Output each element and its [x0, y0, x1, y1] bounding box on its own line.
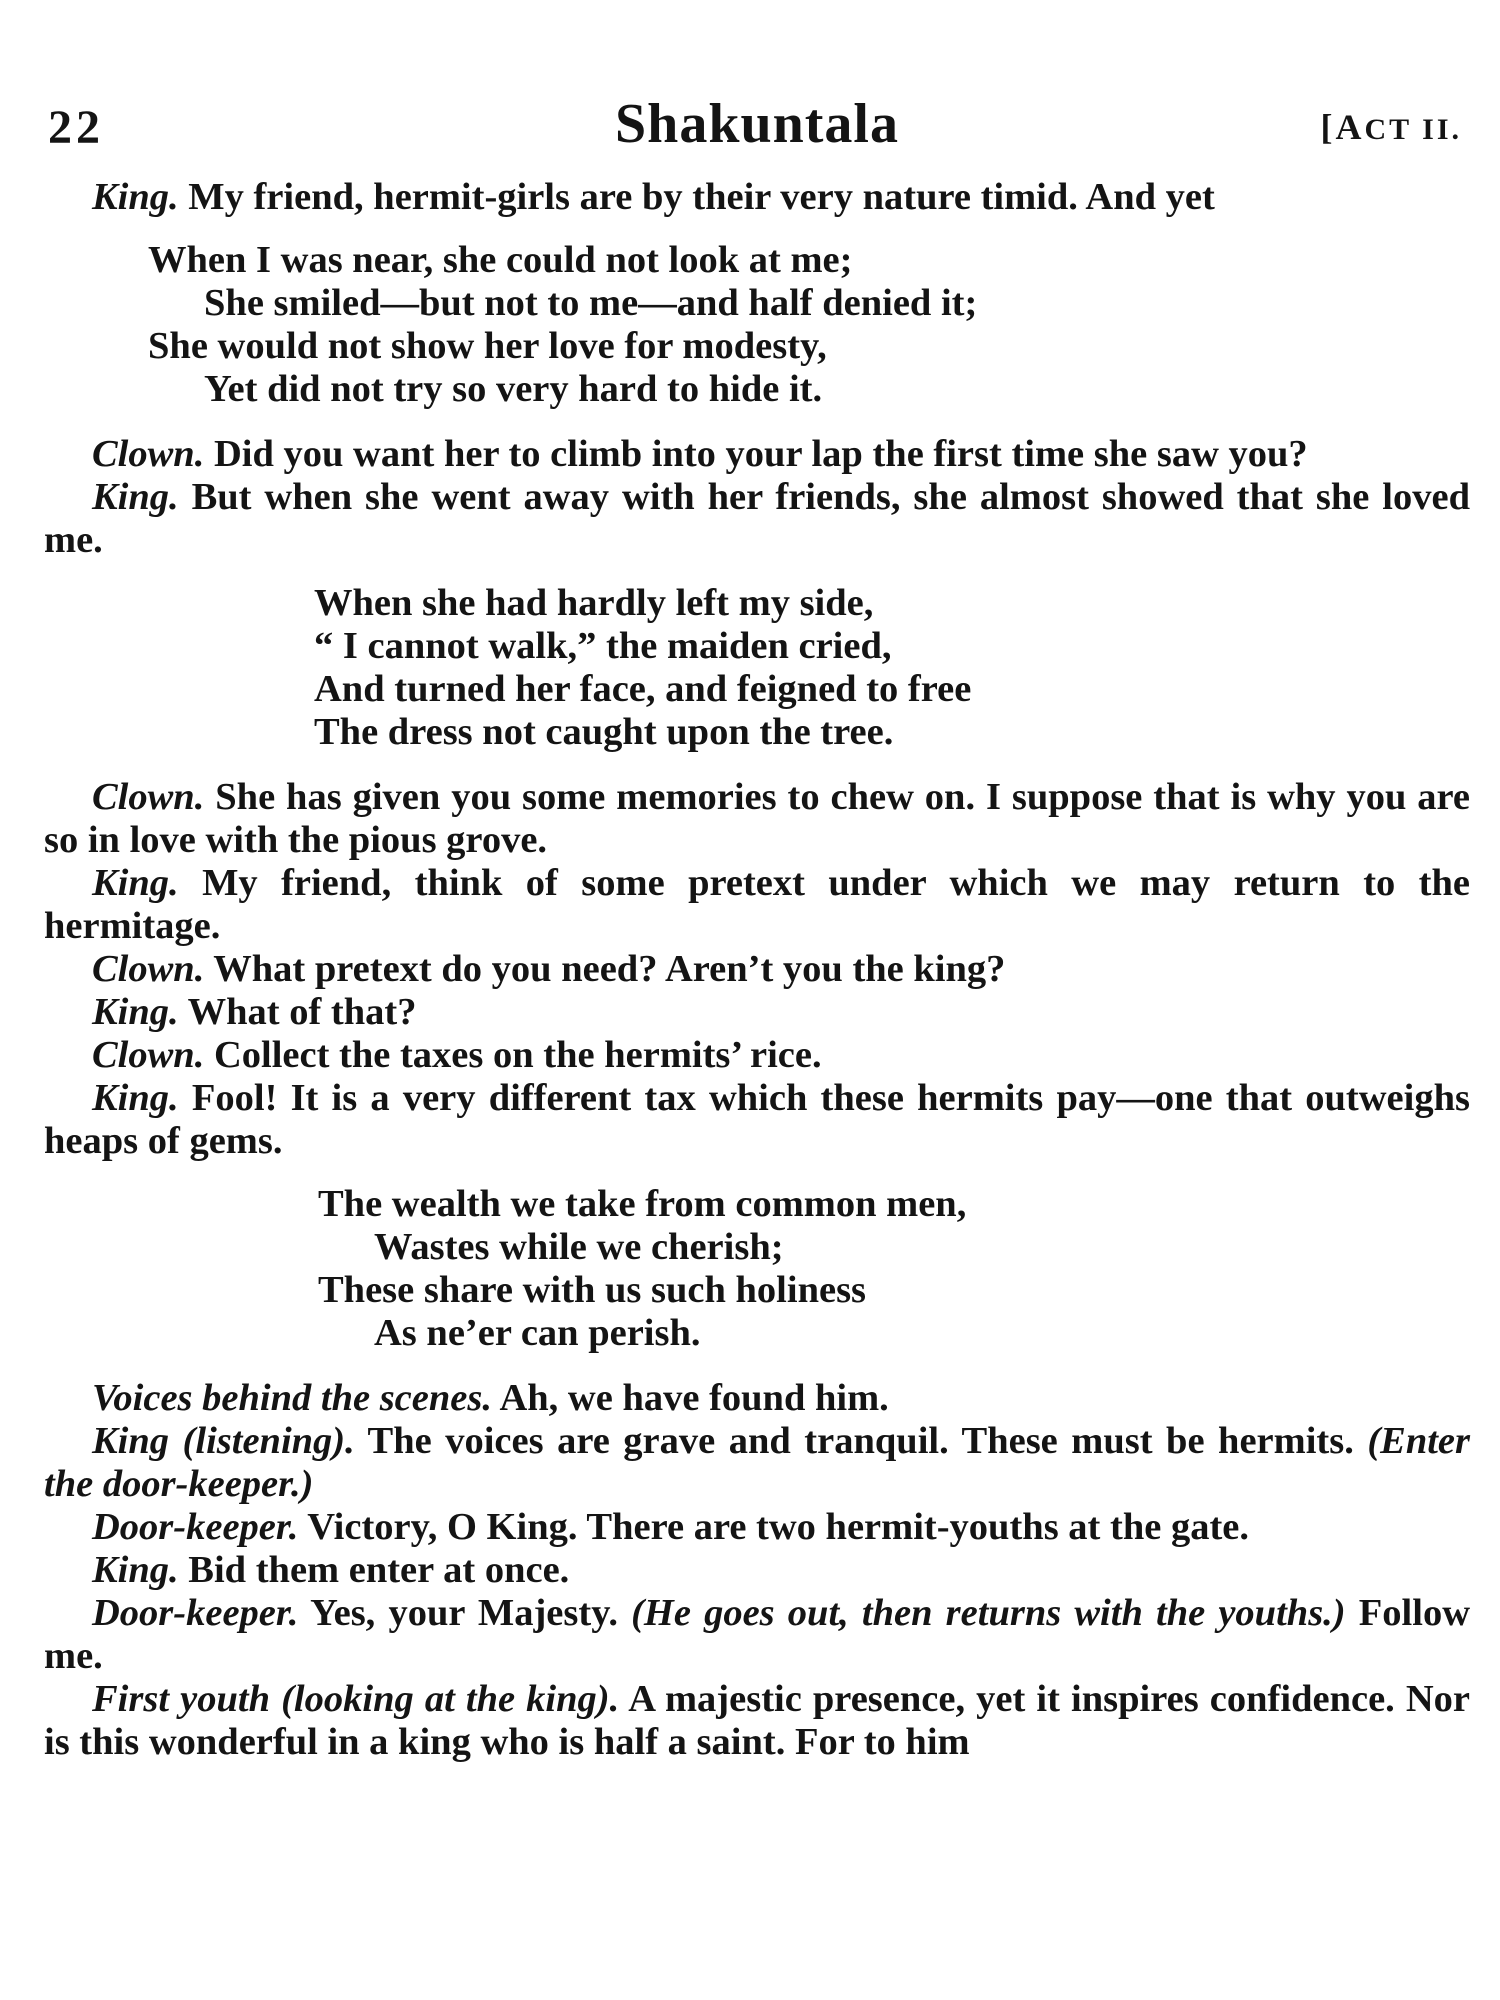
- dialogue-paragraph: [44, 433, 1470, 476]
- stage-direction: (listening).: [182, 1420, 355, 1462]
- dialogue-paragraph: [44, 862, 1470, 948]
- dialogue-paragraph: [44, 1077, 1470, 1163]
- act-label: [1321, 106, 1462, 148]
- page-body: [44, 176, 1470, 1764]
- speaker-name: Clown.: [92, 433, 205, 475]
- speaker-name: King.: [92, 862, 179, 904]
- stage-direction: (looking at the king).: [281, 1678, 620, 1720]
- dialogue-text: She has given you some memories to chew on. I suppose that is why you are so in love with the pious grove.: [44, 776, 1470, 861]
- speaker-name: King: [92, 1420, 170, 1462]
- dialogue-paragraph: [44, 176, 1470, 219]
- dialogue-paragraph: [44, 776, 1470, 862]
- dialogue-text: The voices are grave and tranquil. These must be hermits.: [354, 1420, 1368, 1462]
- dialogue-paragraph: [44, 1420, 1470, 1506]
- dialogue-text: Ah, we have found him.: [491, 1377, 889, 1419]
- act-label-prefix: [A: [1320, 107, 1365, 147]
- speaker-name: Door-keeper.: [92, 1506, 299, 1548]
- speaker-name: King.: [92, 1549, 179, 1591]
- act-label-rest: CT II.: [1364, 113, 1462, 146]
- verse-stanza: [44, 239, 1470, 411]
- dialogue-text: What of that?: [178, 991, 417, 1033]
- book-title: Shakuntala: [615, 93, 899, 155]
- verse-line: She smiled—but not to me—and half denied it;: [204, 282, 978, 324]
- dialogue-text: Victory, O King. There are two hermit-youths at the gate.: [298, 1506, 1249, 1548]
- verse-line: And turned her face, and feigned to free: [314, 668, 972, 710]
- dialogue-paragraph: [44, 948, 1470, 991]
- dialogue-text: Collect the taxes on the hermits’ rice.: [204, 1034, 822, 1076]
- dialogue-text: A majestic presence, yet it inspires confidence. Nor is this wonderful in a king who is half a saint. For to him: [44, 1678, 1471, 1763]
- verse-line: Yet did not try so very hard to hide it.: [204, 368, 823, 410]
- speaker-name: First youth: [92, 1678, 270, 1720]
- speaker-name: King.: [92, 476, 179, 518]
- speaker-name: Voices behind the scenes.: [92, 1377, 492, 1419]
- verse-line: As ne’er can perish.: [374, 1312, 701, 1354]
- stage-direction: (Enter the door-keeper.): [44, 1420, 1471, 1505]
- verse-stanza: [44, 1183, 1470, 1355]
- dialogue-paragraph: [44, 991, 1470, 1034]
- verse-line: Wastes while we cherish;: [374, 1226, 784, 1268]
- dialogue-text: My friend, hermit-girls are by their very nature timid. And yet: [178, 176, 1215, 218]
- dialogue-paragraph: [44, 1377, 1470, 1420]
- verse-line: “ I cannot walk,” the maiden cried,: [314, 625, 892, 667]
- book-page: [44, 92, 1470, 1764]
- verse-line: These share with us such holiness: [318, 1269, 867, 1311]
- verse-line: The wealth we take from common men,: [318, 1183, 967, 1225]
- speaker-name: Clown.: [92, 948, 205, 990]
- dialogue-text: But when she went away with her friends, she almost showed that she loved me.: [44, 476, 1470, 561]
- dialogue-text: What pretext do you need? Aren’t you the king?: [204, 948, 1006, 990]
- stage-direction: (He goes out, then returns with the youths.): [631, 1592, 1346, 1634]
- dialogue-text: Fool! It is a very different tax which these hermits pay—one that outweighs heaps of gems.: [44, 1077, 1470, 1162]
- speaker-name: King.: [92, 1077, 179, 1119]
- dialogue-text: Did you want her to climb into your lap the first time she saw you?: [204, 433, 1308, 475]
- verse-stanza: [44, 582, 1470, 754]
- verse-line: When I was near, she could not look at me;: [148, 239, 853, 281]
- dialogue-paragraph: [44, 476, 1470, 562]
- dialogue-text: My friend, think of some pretext under which we may return to the hermitage.: [44, 862, 1470, 947]
- verse-line: She would not show her love for modesty,: [148, 325, 827, 367]
- dialogue-paragraph: [44, 1549, 1470, 1592]
- speaker-name: Clown.: [92, 776, 205, 818]
- dialogue-paragraph: [44, 1678, 1470, 1764]
- dialogue-paragraph: [44, 1592, 1470, 1678]
- page-number: 22: [48, 101, 104, 154]
- running-header: [44, 92, 1470, 154]
- verse-line: The dress not caught upon the tree.: [314, 711, 894, 753]
- speaker-name: King.: [92, 991, 179, 1033]
- dialogue-text: Bid them enter at once.: [178, 1549, 570, 1591]
- speaker-name: Clown.: [92, 1034, 205, 1076]
- dialogue-paragraph: [44, 1506, 1470, 1549]
- verse-line: When she had hardly left my side,: [314, 582, 874, 624]
- dialogue-paragraph: [44, 1034, 1470, 1077]
- dialogue-text: Follow me.: [44, 1592, 1470, 1677]
- speaker-name: Door-keeper.: [92, 1592, 299, 1634]
- dialogue-text: Yes, your Majesty.: [298, 1592, 632, 1634]
- speaker-name: King.: [92, 176, 179, 218]
